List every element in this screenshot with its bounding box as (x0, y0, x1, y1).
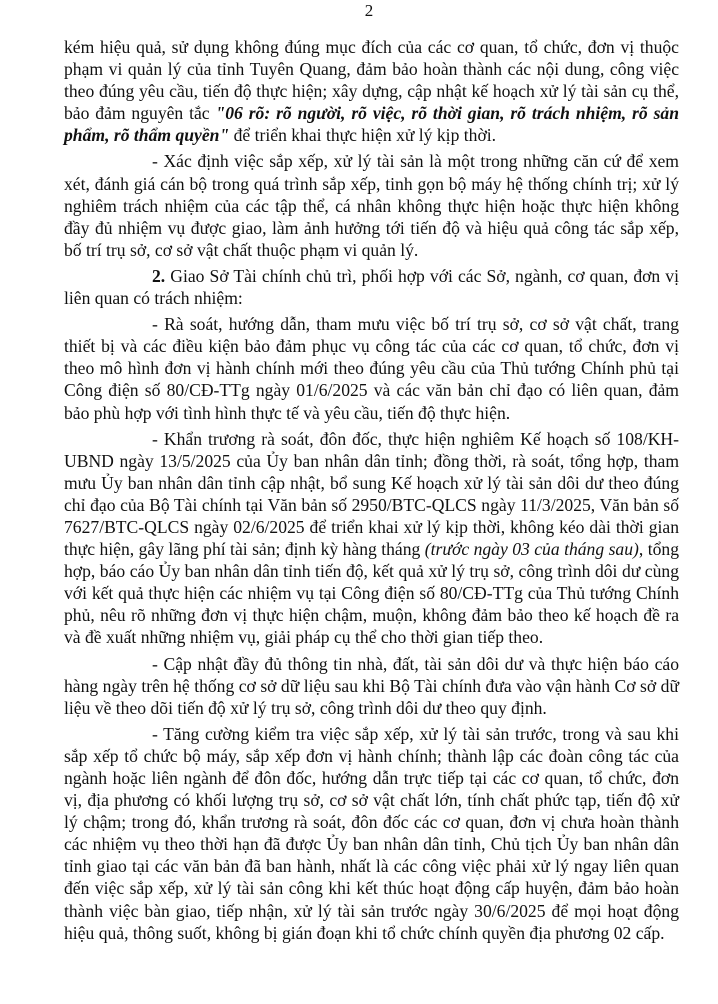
paragraph-1 (64, 36, 679, 146)
paragraph-5 (64, 428, 679, 649)
paragraph-7: - Tăng cường kiểm tra việc sắp xếp, xử lý tài sản trước, trong và sau khi sắp xếp tổ chức bộ máy, sắp xếp đơn vị hành chính; thành lập các đoàn công tác của ngành hoặc liên ngành để đôn đốc, hướng dẫn trực tiếp tại các cơ quan, tổ chức, đơn vị, địa phương có khối lượng trụ sở, cơ sở vật chất lớn, tính chất phức tạp, tiến độ xử lý chậm; trong đó, khẩn trương rà soát, đôn đốc các cơ quan, đơn vị chưa hoàn thành các nhiệm vụ theo thời hạn đã được Ủy ban nhân dân tỉnh, Chủ tịch Ủy ban nhân dân tỉnh giao tại các văn bản đã ban hành, nhất là các công việc phải xử lý ngay liên quan đến việc sắp xếp, xử lý tài sản công khi kết thúc hoạt động cấp huyện, đảm bảo hoàn thành việc bàn giao, tiếp nhận, xử lý tài sản trước ngày 30/6/2025 để mọi hoạt động hiệu quả, thông suốt, không bị gián đoạn khi tổ chức chính quyền địa phương 02 cấp. (64, 723, 679, 943)
six-clear-principle: "06 rõ: rõ người, rõ việc, rõ thời gian, rõ trách nhiệm, rõ sản phẩm, rõ thẩm quyền" (64, 103, 679, 146)
section-number: 2. (152, 265, 166, 286)
section-2-heading (64, 265, 679, 309)
paragraph-2: - Xác định việc sắp xếp, xử lý tài sản là một trong những căn cứ để xem xét, đánh giá cán bộ trong quá trình sắp xếp, tinh gọn bộ máy hệ thống chính trị; xử lý nghiêm trách nhiệm của các tập thể, cá nhân không thực hiện hoặc thực hiện không đầy đủ nhiệm vụ được giao, làm ảnh hưởng tới tiến độ và hiệu quả công tác sắp xếp, bố trí trụ sở, cơ sở vật chất thuộc phạm vi quản lý. (64, 151, 679, 260)
paragraph-5-tail: , tổng hợp, báo cáo Ủy ban nhân dân tỉnh tiến độ, kết quả xử lý trụ sở, công trình dôi dư cùng với kết quả thực hiện các nhiệm vụ tại Công điện số 80/CĐ-TTg của Thủ tướng Chính phủ, nêu rõ những đơn vị thực hiện chậm, muộn, không đảm bảo theo kế hoạch đề ra và đề xuất những nhiệm vụ, giải pháp cụ thể cho thời gian tiếp theo. (64, 539, 680, 648)
paragraph-1-text: kém hiệu quả, sử dụng không đúng mục đích của các cơ quan, tổ chức, đơn vị thuộc phạm vi quản lý của tỉnh Tuyên Quang, đảm bảo hoàn thành các nội dung, công việc theo đúng yêu cầu, tiến độ thực hiện; xây dựng, cập nhật kế hoạch xử lý tài sản cụ thể, bảo đảm nguyên tắc (64, 37, 679, 124)
section-2-text: Giao Sở Tài chính chủ trì, phối hợp với các Sở, ngành, cơ quan, đơn vị liên quan có trách nhiệm: (64, 265, 679, 309)
paragraph-1-tail: để triển khai thực hiện xử lý kịp thời. (229, 125, 497, 146)
deadline-note: (trước ngày 03 của tháng sau) (424, 539, 639, 560)
paragraph-5-text: - Khẩn trương rà soát, đôn đốc, thực hiện nghiêm Kế hoạch số 108/KH-UBND ngày 13/5/2025 của Ủy ban nhân dân tỉnh; đồng thời, rà soát, tổng hợp, tham mưu Ủy ban nhân dân tỉnh cập nhật, bổ sung Kế hoạch xử lý tài sản dôi dư theo đúng chỉ đạo của Bộ Tài chính tại Văn bản số 2950/BTC-QLCS ngày 11/3/2025, Văn bản số 7627/BTC-QLCS ngày 02/6/2025 để triển khai xử lý kịp thời, không kéo dài thời gian thực hiện, gây lãng phí tài sản; định kỳ hàng tháng (64, 428, 679, 560)
paragraph-4: - Rà soát, hướng dẫn, tham mưu việc bố trí trụ sở, cơ sở vật chất, trang thiết bị và các điều kiện bảo đảm phục vụ công tác của các cơ quan, tổ chức, đơn vị theo mô hình đơn vị hành chính mới theo đúng yêu cầu của Thủ tướng Chính phủ tại Công điện số 80/CĐ-TTg ngày 01/6/2025 và các văn bản chỉ đạo có liên quan, đảm bảo phù hợp với tình hình thực tế và yêu cầu, tiến độ thực hiện. (64, 314, 679, 423)
page-number: 2 (364, 1, 374, 20)
document-body (64, 36, 679, 948)
paragraph-6: - Cập nhật đầy đủ thông tin nhà, đất, tài sản dôi dư và thực hiện báo cáo hàng ngày trên hệ thống cơ sở dữ liệu sau khi Bộ Tài chính đưa vào vận hành Cơ sở dữ liệu về theo dõi tiến độ xử lý trụ sở, công trình dôi dư theo quy định. (64, 653, 679, 718)
